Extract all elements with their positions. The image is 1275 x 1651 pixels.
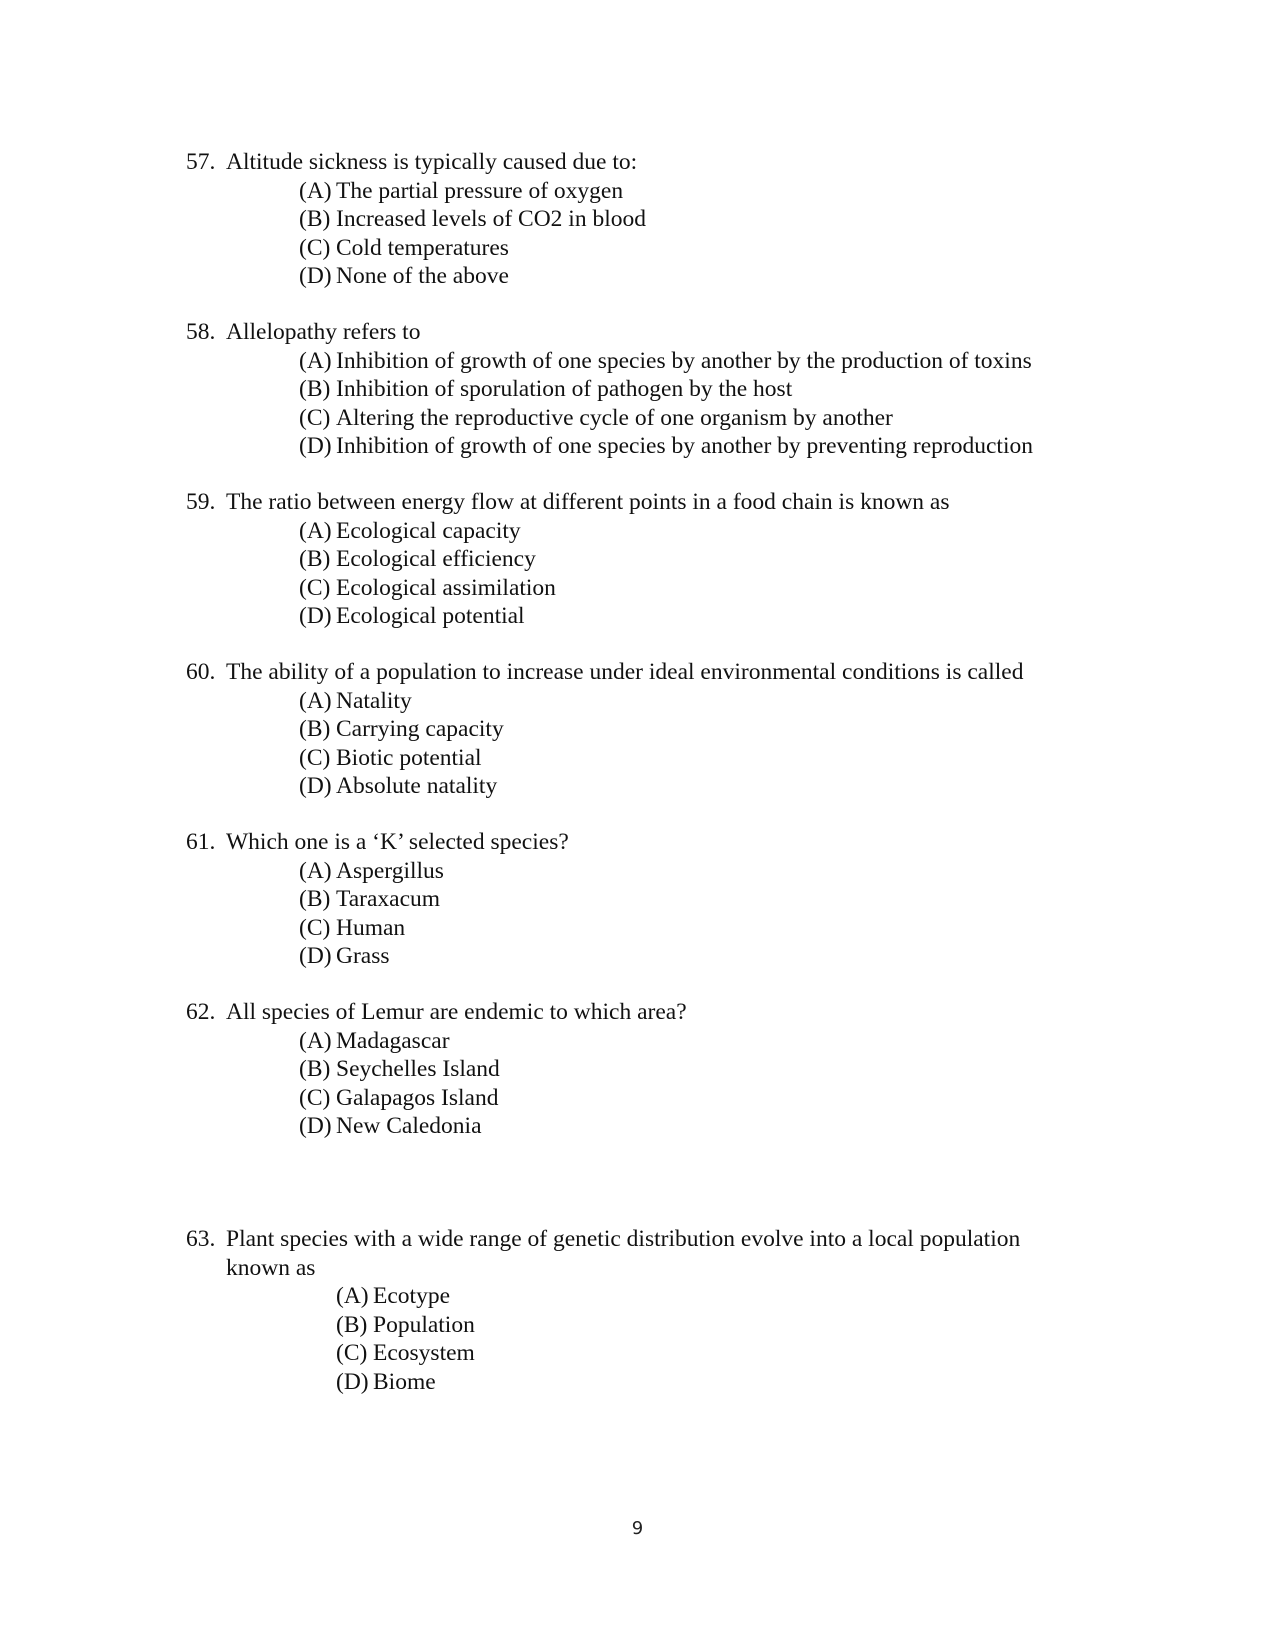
option-b — [299, 885, 1086, 914]
option-label: (C) — [299, 234, 331, 261]
options-list — [186, 177, 1086, 291]
option-label: (D) — [299, 263, 332, 290]
option-b — [336, 1311, 1086, 1340]
option-label: (B) — [299, 716, 331, 743]
option-b — [299, 205, 1086, 234]
question-63 — [186, 1225, 1086, 1397]
option-text: Seychelles Island — [336, 1056, 500, 1083]
option-text: Galapagos Island — [336, 1084, 499, 1111]
option-label: (B) — [299, 206, 331, 233]
option-text: Altering the reproductive cycle of one organism by another — [336, 404, 893, 431]
option-text: Biome — [373, 1368, 436, 1395]
option-text: None of the above — [336, 263, 509, 290]
option-d — [299, 772, 1086, 801]
option-c — [299, 404, 1086, 433]
option-text: The partial pressure of oxygen — [336, 177, 624, 204]
option-label: (C) — [336, 1340, 368, 1367]
option-label: (C) — [299, 404, 331, 431]
option-b — [299, 715, 1086, 744]
option-a — [336, 1282, 1086, 1311]
option-label: (A) — [299, 687, 332, 714]
option-text: Human — [336, 914, 406, 941]
question-text: Plant species with a wide range of genetic distribution evolve into a local population known as — [226, 1226, 1021, 1281]
option-label: (A) — [299, 857, 332, 884]
option-label: (C) — [299, 1084, 331, 1111]
option-label: (D) — [336, 1368, 369, 1395]
options-list — [186, 1027, 1086, 1141]
option-text: Inhibition of sporulation of pathogen by the host — [336, 376, 793, 403]
option-c — [336, 1339, 1086, 1368]
option-a — [299, 687, 1086, 716]
option-d — [299, 262, 1086, 291]
question-number: 58. — [186, 319, 216, 345]
option-label: (A) — [299, 347, 332, 374]
option-label: (D) — [299, 773, 332, 800]
option-label: (A) — [299, 517, 332, 544]
question-text: The ratio between energy flow at different points in a food chain is known as — [226, 489, 950, 515]
option-label: (D) — [299, 433, 332, 460]
option-text: Ecosystem — [373, 1340, 475, 1367]
option-a — [299, 347, 1086, 376]
question-text: The ability of a population to increase under ideal environmental conditions is called — [226, 659, 1024, 685]
question-text: All species of Lemur are endemic to which area? — [226, 999, 687, 1025]
option-text: Ecological assimilation — [336, 574, 556, 601]
option-text: Carrying capacity — [336, 716, 504, 743]
option-text: Grass — [336, 943, 390, 970]
option-d — [299, 602, 1086, 631]
option-d — [336, 1368, 1086, 1397]
option-label: (B) — [299, 1056, 331, 1083]
question-number: 63. — [186, 1226, 216, 1252]
option-label: (B) — [299, 886, 331, 913]
question-number: 60. — [186, 659, 216, 685]
option-a — [299, 517, 1086, 546]
option-c — [299, 234, 1086, 263]
options-list — [186, 517, 1086, 631]
option-label: (C) — [299, 914, 331, 941]
question-number: 59. — [186, 489, 216, 515]
option-text: Ecological efficiency — [336, 546, 536, 573]
option-text: Taraxacum — [336, 886, 441, 913]
option-text: Cold temperatures — [336, 234, 509, 261]
question-59 — [186, 488, 1086, 631]
option-text: Population — [373, 1311, 475, 1338]
option-text: Ecotype — [373, 1283, 450, 1310]
question-text: Which one is a ‘K’ selected species? — [226, 829, 569, 855]
option-text: Ecological capacity — [336, 517, 521, 544]
option-label: (A) — [336, 1283, 369, 1310]
option-b — [299, 545, 1086, 574]
option-text: Madagascar — [336, 1027, 450, 1054]
option-a — [299, 177, 1086, 206]
option-label: (B) — [336, 1311, 368, 1338]
question-number: 62. — [186, 999, 216, 1025]
question-number: 57. — [186, 149, 216, 175]
option-label: (C) — [299, 744, 331, 771]
options-list — [186, 347, 1086, 461]
option-label: (D) — [299, 1113, 332, 1140]
option-label: (A) — [299, 177, 332, 204]
option-text: Inhibition of growth of one species by another by the production of toxins — [336, 347, 1032, 374]
option-text: Increased levels of CO2 in blood — [336, 206, 646, 233]
option-label: (B) — [299, 376, 331, 403]
page-number: 9 — [631, 1518, 644, 1539]
question-60 — [186, 658, 1086, 801]
option-c — [299, 914, 1086, 943]
option-label: (C) — [299, 574, 331, 601]
option-label: (A) — [299, 1027, 332, 1054]
option-text: Natality — [336, 687, 412, 714]
option-c — [299, 574, 1086, 603]
option-c — [299, 744, 1086, 773]
option-text: Biotic potential — [336, 744, 482, 771]
option-d — [299, 942, 1086, 971]
question-57 — [186, 148, 1086, 291]
option-text: Ecological potential — [336, 603, 525, 630]
question-number: 61. — [186, 829, 216, 855]
options-list — [186, 1282, 1086, 1396]
option-c — [299, 1084, 1086, 1113]
question-text: Allelopathy refers to — [226, 319, 421, 345]
option-d — [299, 432, 1086, 461]
option-d — [299, 1112, 1086, 1141]
option-label: (B) — [299, 546, 331, 573]
question-text: Altitude sickness is typically caused due to: — [226, 149, 638, 175]
option-text: New Caledonia — [336, 1113, 482, 1140]
option-text: Absolute natality — [336, 773, 498, 800]
option-a — [299, 857, 1086, 886]
option-label: (D) — [299, 943, 332, 970]
question-61 — [186, 828, 1086, 971]
option-label: (D) — [299, 603, 332, 630]
option-a — [299, 1027, 1086, 1056]
option-text: Aspergillus — [336, 857, 444, 884]
options-list — [186, 687, 1086, 801]
question-62 — [186, 998, 1086, 1141]
option-b — [299, 1055, 1086, 1084]
option-b — [299, 375, 1086, 404]
option-text: Inhibition of growth of one species by another by preventing reproduction — [336, 433, 1033, 460]
question-58 — [186, 318, 1086, 461]
options-list — [186, 857, 1086, 971]
